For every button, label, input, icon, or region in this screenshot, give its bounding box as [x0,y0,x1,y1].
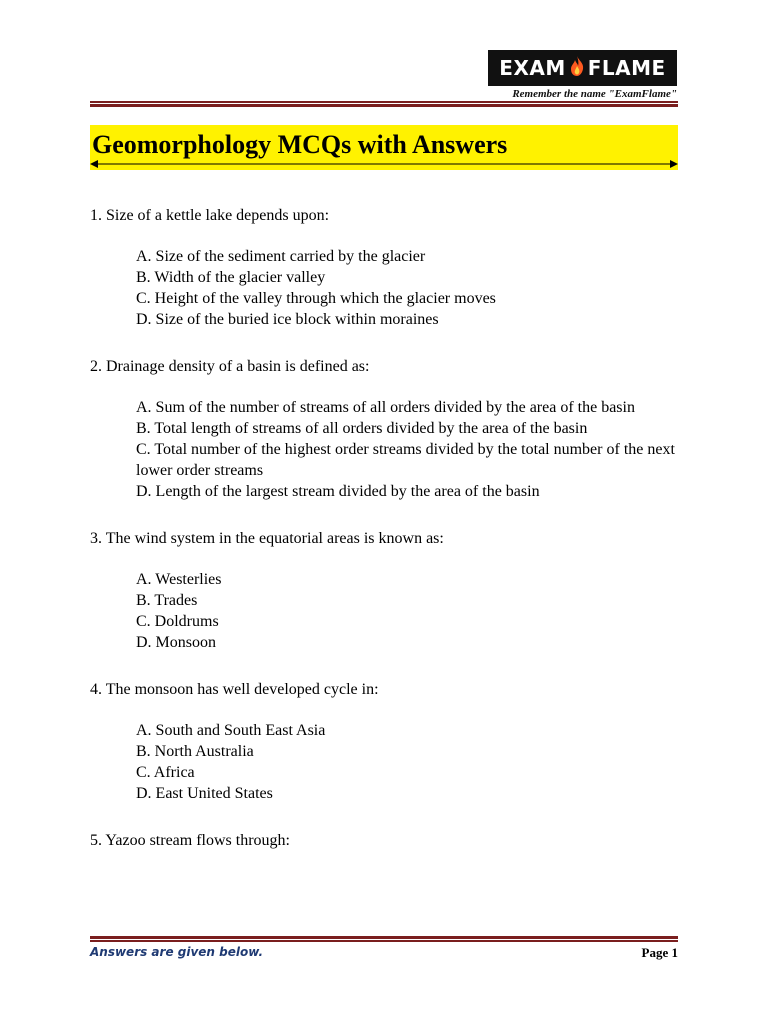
question-item [90,830,678,851]
answer-option: B. Trades [136,592,198,609]
question-item [90,679,678,804]
page-title: Geomorphology MCQs with Answers [92,130,508,159]
examflame-logo [488,50,677,86]
answer-option: D. East United States [136,785,273,802]
question-text: 3. The wind system in the equatorial areas is known as: [90,530,444,547]
answer-option: A. Size of the sediment carried by the glacier [136,248,426,265]
logo-text-flame: FLAME [587,56,666,80]
question-text: 5. Yazoo stream flows through: [90,832,290,849]
answer-option: A. South and South East Asia [136,722,326,739]
tagline: Remember the name "ExamFlame" [512,88,677,100]
logo-text-exam: EXAM [499,56,566,80]
answer-option: C. Africa [136,764,195,781]
question-text: 4. The monsoon has well developed cycle in: [90,681,379,698]
question-list [90,205,678,877]
option-list [90,569,678,653]
header-rule [90,101,678,107]
footer-rule [90,936,678,942]
question-text: 1. Size of a kettle lake depends upon: [90,207,330,224]
answer-option: B. Width of the glacier valley [136,269,326,286]
page-number: Page 1 [641,945,678,960]
answer-option: A. Westerlies [136,571,222,588]
flame-icon [570,56,584,81]
question-item [90,356,678,502]
answer-option: D. Monsoon [136,634,217,651]
option-list [90,246,678,330]
answer-option: B. Total length of streams of all orders divided by the area of the basin [136,420,588,437]
answer-option: C. Total number of the highest order streams divided by the total number of the next lower order streams [136,441,675,479]
answer-option: B. North Australia [136,743,254,760]
answer-option: D. Length of the largest stream divided by the area of the basin [136,483,540,500]
option-list [90,720,678,804]
double-arrow-icon [90,160,678,168]
footer-note: Answers are given below. [90,945,264,959]
answer-option: C. Doldrums [136,613,219,630]
answer-option: A. Sum of the number of streams of all orders divided by the area of the basin [136,399,635,416]
title-banner [90,125,678,170]
question-text: 2. Drainage density of a basin is defined as: [90,358,370,375]
answer-option: D. Size of the buried ice block within moraines [136,311,439,328]
answer-option: C. Height of the valley through which the glacier moves [136,290,496,307]
question-item [90,528,678,653]
option-list [90,397,678,502]
question-item [90,205,678,330]
